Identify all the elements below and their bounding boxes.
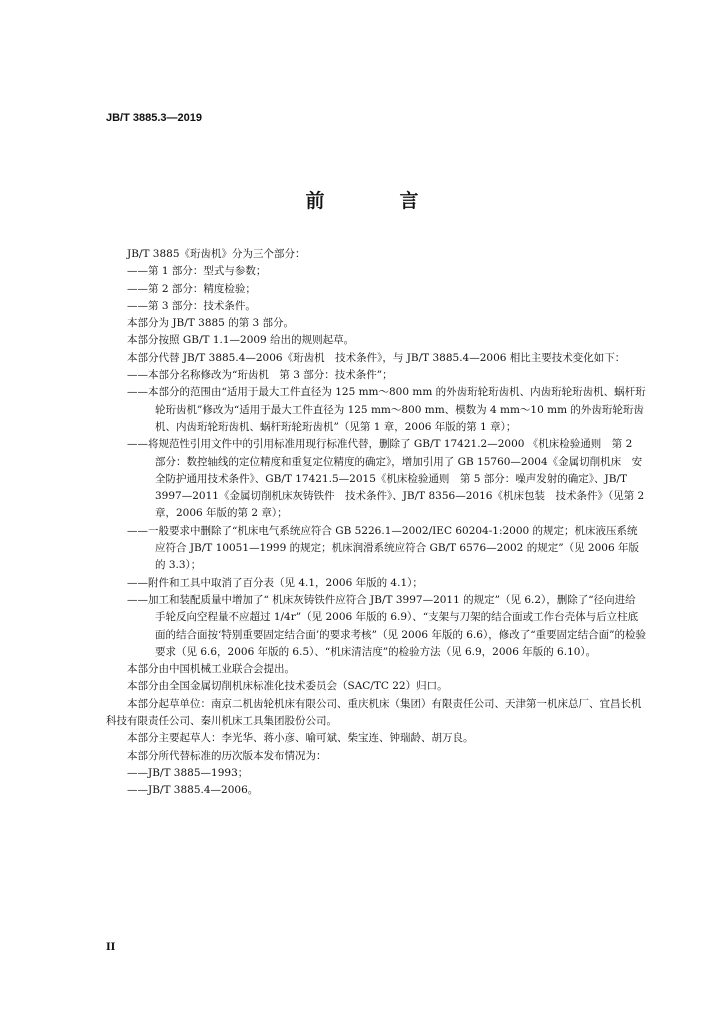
list-item: ——第 3 部分：技术条件。 (127, 299, 256, 312)
paragraph: 本部分主要起草人：李光华、蒋小彦、喻可斌、柴宝连、钟瑞龄、胡万良。 (127, 732, 474, 745)
paragraph: 本部分起草单位：南京二机齿轮机床有限公司、重庆机床（集团）有限责任公司、天津第一机床总厂、宜昌长机科技有限责任公司、秦川机床工具集团股份公司。 (106, 697, 642, 728)
paragraph: 本部分由全国金属切削机床标准化技术委员会（SAC/TC 22）归口。 (127, 680, 448, 693)
page-title: 前 言 (305, 190, 447, 212)
standard-code: JB/T 3885.3—2019 (106, 112, 203, 124)
list-item: ——JB/T 3885.4—2006。 (127, 784, 259, 797)
list-item: ——第 1 部分：型式与参数； (127, 265, 267, 278)
paragraph: 本部分所代替标准的历次版本发布情况为： (127, 749, 327, 762)
list-item: ——本部分的范围由“适用于最大工件直径为 125 mm～800 mm 的外齿珩轮珩齿机、内齿珩轮珩齿机、蜗杆珩轮珩齿机”修改为“适用于最大工件直径为 125 mm～800 mm、模数为 4 mm～10 mm 的外齿珩轮珩齿机、内齿珩轮珩齿机、蜗杆珩轮珩齿机”（见第 1 章，2006 年版的第 1 章）； (127, 386, 646, 433)
paragraph: 本部分由中国机械工业联合会提出。 (127, 663, 295, 676)
paragraph: 本部分为 JB/T 3885 的第 3 部分。 (127, 317, 295, 330)
paragraph: 本部分按照 GB/T 1.1—2009 给出的规则起草。 (127, 334, 355, 347)
list-item: ——本部分名称修改为“珩齿机 第 3 部分：技术条件”； (127, 369, 393, 382)
list-item: ——一般要求中删除了“机床电气系统应符合 GB 5226.1—2002/IEC 60204-1:2000 的规定；机床液压系统应符合 JB/T 10051—1999 的规定；机床润滑系统应符合 GB/T 6576—2002 的规定”（见 2006 年版的 3.3）； (127, 524, 639, 572)
list-item: ——附件和工具中取消了百分表（见 4.1，2006 年版的 4.1）； (127, 576, 423, 589)
page-number: II (106, 942, 116, 953)
list-item: ——JB/T 3885—1993； (127, 766, 249, 779)
paragraph: 本部分代替 JB/T 3885.4—2006《珩齿机 技术条件》，与 JB/T 3885.4—2006 相比主要技术变化如下： (127, 351, 626, 364)
paragraph: JB/T 3885《珩齿机》分为三个部分： (127, 248, 306, 260)
document-body (106, 246, 646, 800)
list-item: ——加工和装配质量中增加了“ 机床灰铸铁件应符合 JB/T 3997—2011 的规定”（见 6.2），删除了“径向进给手轮反向空程量不应超过 1/4r”（见 2006 年版的 6.9）、“支架与刀架的结合面或工作台壳体与后立柱底面的结合面按‘特别重要固定结合面’的要求考核”（见 2006 年版的 6.6），修改了“重要固定结合面”的检验要求（见 6.6，2006 年版的 6.5）、“机床清洁度”的检验方法（见 6.9，2006 年版的 6.10）。 (127, 593, 646, 658)
list-item: ——将规范性引用文件中的引用标准用现行标准代替，删除了 GB/T 17421.2—2000 《机床检验通则 第 2 部分：数控轴线的定位精度和重复定位精度的确定》，增加引用了 GB 15760—2004《金属切削机床 安全防护通用技术条件》、GB/T 17421.5—2015《机床检验通则 第 5 部分：噪声发射的确定》、JB/T 3997—2011《金属切削机床灰铸铁件 技术条件》、JB/T 8356—2016《机床包装 技术条件》（见第 2 章，2006 年版的第 2 章）； (127, 438, 645, 520)
list-item: ——第 2 部分：精度检验； (127, 282, 256, 295)
